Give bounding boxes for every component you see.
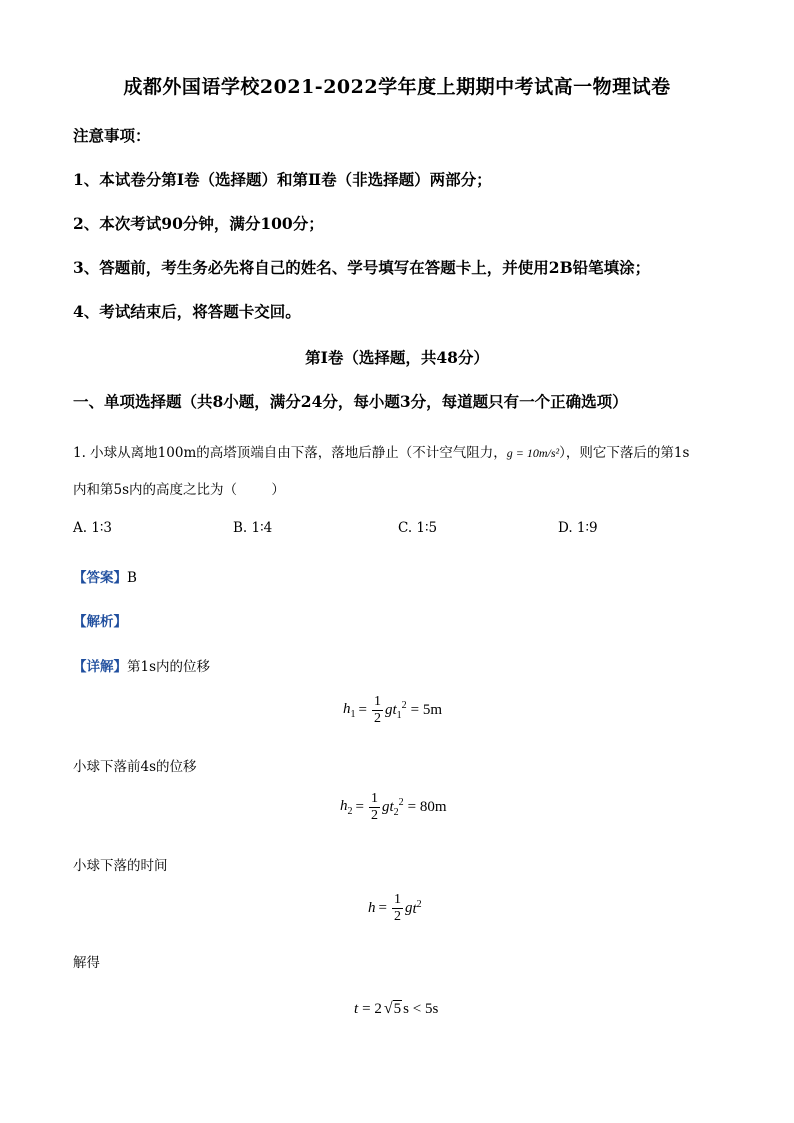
eq1-fraction: $\frac{1}{2}$ (373, 694, 381, 726)
part1-title: 第Ⅰ卷（选择题，共48分） (305, 348, 489, 367)
eq2-lhs: $h_2$ (340, 798, 353, 817)
question-1-text-b: ），则它下落后的第1s (559, 445, 690, 461)
eq1-rhs: = 5m (410, 702, 443, 718)
answer-label: 【答案】 (73, 570, 127, 586)
eq2-g: g (381, 799, 390, 815)
option-a: A. 1∶3 (73, 520, 113, 536)
sqrt-symbol: √ 5 (383, 1000, 402, 1017)
question-1-line1 (73, 441, 689, 461)
equation-3 (368, 892, 422, 925)
eq1-g: g (384, 702, 393, 718)
eq1-equals: = (358, 702, 367, 718)
eq1-t: $t_1^2$ (392, 700, 407, 721)
answer-value: B (127, 570, 137, 586)
eq3-equals: = (378, 900, 387, 916)
detail-label: 【详解】 (73, 659, 127, 675)
eq3-fraction: $\frac{1}{2}$ (393, 892, 401, 924)
page-title: 成都外国语学校2021-2022学年度上期期中考试高一物理试卷 (123, 76, 671, 98)
eq2-rhs: = 80m (407, 799, 447, 815)
equation-1 (343, 694, 442, 727)
eq3-lhs: h (368, 900, 376, 916)
detail-line (73, 655, 210, 675)
eq2-t: $t_2^2$ (389, 797, 404, 818)
eq3-t: $t^2$ (412, 899, 422, 917)
analysis-label: 【解析】 (73, 614, 127, 630)
eq4-equals: = 2 (362, 1000, 382, 1017)
notice-item-1: 1、本试卷分第Ⅰ卷（选择题）和第Ⅱ卷（非选择题）两部分； (73, 170, 492, 189)
eq3-g: g (404, 900, 413, 916)
notice-heading: 注意事项： (73, 126, 151, 145)
question-1-text-a: 1. 小球从离地100m的高塔顶端自由下落，落地后静止（不计空气阻力， (73, 445, 507, 461)
equation-2 (340, 791, 447, 824)
option-c: C. 1∶5 (398, 520, 438, 536)
question-1-line2: 内和第5s内的高度之比为（ ） (73, 482, 285, 498)
eq4-rhs: s < 5s (403, 1000, 439, 1017)
eq1-lhs: $h_1$ (343, 701, 356, 720)
notice-item-3: 3、答题前，考生务必先将自己的姓名、学号填写在答题卡上，并使用2B铅笔填涂； (73, 258, 651, 277)
notice-item-4: 4、考试结束后，将答题卡交回。 (73, 302, 301, 321)
text-first-4s: 小球下落前4s的位移 (73, 759, 197, 775)
eq2-fraction: $\frac{1}{2}$ (370, 791, 378, 823)
eq2-equals: = (355, 799, 364, 815)
eq4-lhs: t (354, 1000, 359, 1017)
text-solve: 解得 (73, 955, 100, 971)
notice-item-2: 2、本次考试90分钟，满分100分； (73, 214, 324, 233)
gravity-expression: g = 10m/s² (506, 446, 560, 460)
answer-line (73, 566, 137, 586)
equation-4 (354, 1000, 438, 1018)
option-b: B. 1∶4 (233, 520, 273, 536)
text-fall-time: 小球下落的时间 (73, 858, 168, 874)
section1-title: 一、单项选择题（共8小题，满分24分，每小题3分，每道题只有一个正确选项） (73, 392, 628, 411)
eq4-radicand: 5 (393, 1001, 402, 1017)
detail-text: 第1s内的位移 (127, 659, 211, 675)
option-d: D. 1∶9 (558, 520, 598, 536)
